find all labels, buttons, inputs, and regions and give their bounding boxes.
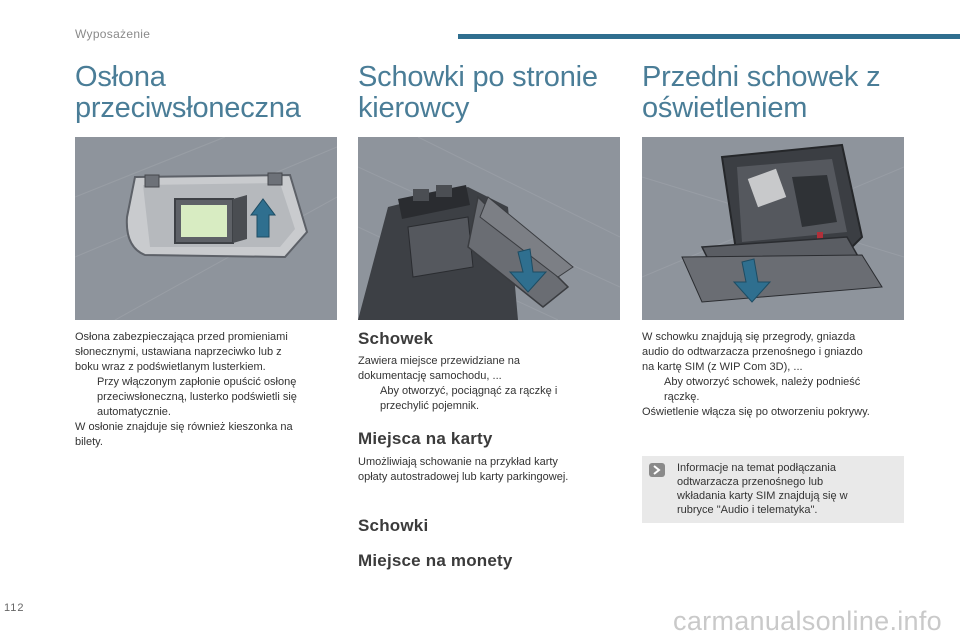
- text-line: na kartę SIM (z WIP Com 3D), ...: [642, 361, 803, 373]
- heading-schowek: Schowek: [358, 329, 434, 348]
- text-line: przeciwsłoneczną, lusterko podświetli się: [97, 391, 297, 403]
- text-line: odtwarzacza przenośnego lub: [677, 476, 824, 488]
- glovebox-text: [642, 330, 910, 420]
- heading-schowki: Schowki: [358, 516, 429, 535]
- section-label: Wyposażenie: [75, 27, 151, 41]
- info-box: [642, 456, 904, 523]
- bullet-icon: [642, 375, 664, 405]
- title-line: kierowcy: [358, 92, 470, 124]
- title-front-glovebox: [642, 62, 904, 126]
- info-text: [677, 461, 897, 517]
- title-driver-storage: [358, 62, 620, 126]
- heading-karty: Miejsca na karty: [358, 429, 493, 448]
- text-line: Umożliwiają schowanie na przykład karty: [358, 456, 558, 468]
- page-number: 112: [4, 602, 25, 614]
- driver-storage-illustration: [358, 137, 620, 320]
- karty-text: [358, 455, 620, 485]
- title-line: Osłona: [75, 61, 166, 93]
- text-line: Przy włączonym zapłonie opuścić osłonę: [97, 376, 297, 388]
- text-line: automatycznie.: [97, 406, 171, 418]
- heading-monety: Miejsce na monety: [358, 551, 513, 570]
- bullet-item: [358, 384, 620, 414]
- text-line: bilety.: [75, 436, 103, 448]
- text-line: W schowku znajdują się przegrody, gniazda: [642, 331, 856, 343]
- title-line: przeciwsłoneczna: [75, 92, 301, 124]
- text-line: przechylić pojemnik.: [380, 400, 480, 412]
- bullet-icon: [75, 375, 97, 420]
- header-accent-bar: [458, 34, 960, 39]
- text-line: Oświetlenie włącza się po otworzeniu pokrywy.: [642, 406, 870, 418]
- column-front-glovebox: [642, 62, 904, 126]
- text-line: boku wraz z podświetlanym lusterkiem.: [75, 361, 266, 373]
- sun-visor-text: [75, 330, 337, 450]
- text-line: Aby otworzyć schowek, należy podnieść: [664, 376, 861, 388]
- column-sun-visor: [75, 62, 337, 126]
- bullet-icon: [358, 384, 380, 414]
- column-driver-storage: [358, 62, 620, 126]
- schowek-text: [358, 354, 620, 414]
- bullet-item: [75, 375, 337, 420]
- text-line: rubryce "Audio i telematyka".: [677, 504, 818, 516]
- glovebox-illustration: [642, 137, 904, 320]
- text-line: dokumentację samochodu, ...: [358, 370, 502, 382]
- text-line: audio do odtwarzacza przenośnego i gniazdo: [642, 346, 863, 358]
- watermark: carmanualsonline.info: [673, 606, 942, 636]
- text-line: słonecznymi, ustawiana naprzeciwko lub z: [75, 346, 282, 358]
- bullet-item: [642, 375, 910, 405]
- arrow-right-icon: [649, 463, 665, 477]
- text-line: Zawiera miejsce przewidziane na: [358, 355, 521, 367]
- sun-visor-illustration: [75, 137, 337, 320]
- text-line: opłaty autostradowej lub karty parkingowej.: [358, 471, 569, 483]
- text-line: W osłonie znajduje się również kieszonka na: [75, 421, 293, 433]
- title-line: oświetleniem: [642, 92, 808, 124]
- text-line: rączkę.: [664, 391, 700, 403]
- title-line: Przedni schowek z: [642, 61, 881, 93]
- text-line: Informacje na temat podłączania: [677, 462, 836, 474]
- text-line: wkładania karty SIM znajdują się w: [677, 490, 848, 502]
- text-line: Aby otworzyć, pociągnąć za rączkę i: [380, 385, 558, 397]
- text-line: Osłona zabezpieczająca przed promieniami: [75, 331, 288, 343]
- title-sun-visor: [75, 62, 337, 126]
- title-line: Schowki po stronie: [358, 61, 598, 93]
